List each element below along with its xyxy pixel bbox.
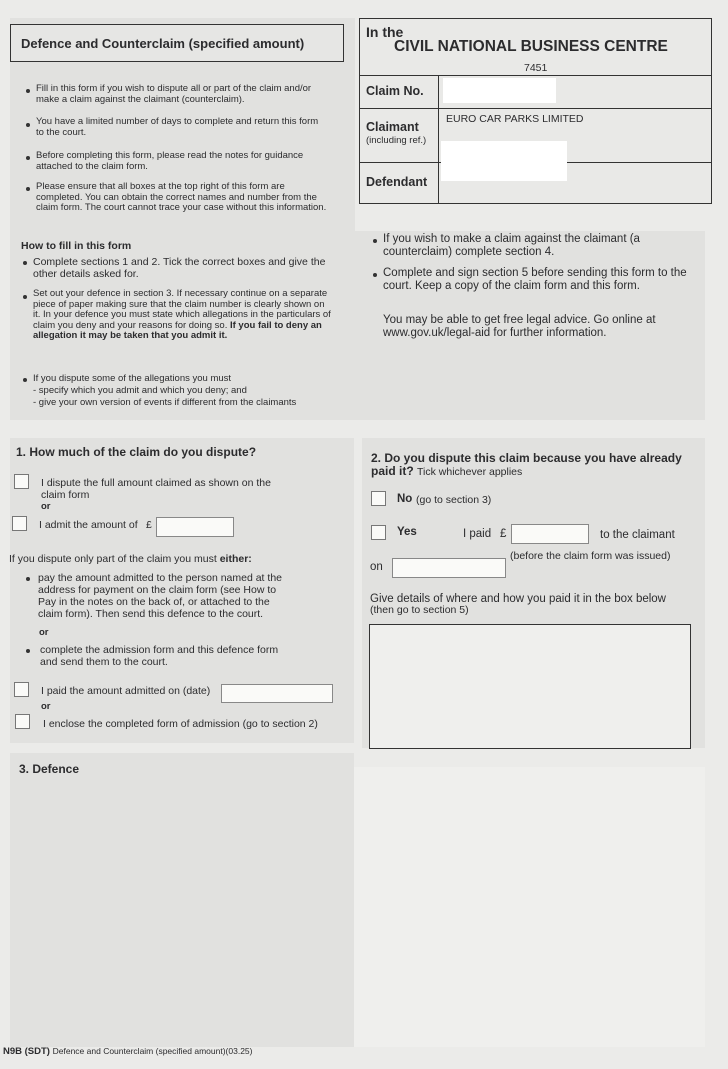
legal-aid-note: You may be able to get free legal advice. Go online at www.gov.uk/legal-aid for further information.: [383, 314, 656, 339]
how-to-bullet-2: [33, 289, 333, 342]
defence-text-field[interactable]: [354, 767, 705, 1047]
part-dispute-intro-either: either:: [219, 553, 252, 565]
claimant-value: EURO CAR PARKS LIMITED: [446, 113, 584, 125]
divider: [360, 108, 711, 109]
claim-no-label: Claim No.: [366, 84, 424, 98]
part-dispute-bullet-2: complete the admission form and this defence form and send them to the court.: [40, 644, 279, 668]
then-go-label: (then go to section 5): [370, 604, 469, 616]
section-3-heading: 3. Defence: [19, 762, 80, 776]
section-2-heading-text: 2. Do you dispute this claim because you have already paid it?: [371, 451, 682, 478]
paid-no-note: (go to section 3): [416, 494, 492, 506]
paid-admitted-label: I paid the amount admitted on (date): [41, 685, 211, 697]
defendant-label: Defendant: [366, 175, 428, 189]
divider: [360, 75, 711, 76]
how-to-bullet-3-line-3: - give your own version of events if different from the claimants: [33, 397, 297, 408]
section-2-tick-note: Tick whichever applies: [417, 466, 523, 478]
intro-bullet-3: Before completing this form, please read the notes for guidance attached to the claim form.: [36, 150, 304, 172]
how-to-bullet-3-line-1: If you dispute some of the allegations you must: [33, 373, 232, 384]
intro-bullet-4: Please ensure that all boxes at the top right of this form are completed. You can obtain the correct names and number from the claim form. The court cannot trace your case without this information.: [36, 181, 327, 213]
bullet-icon: [373, 239, 377, 243]
i-paid-label: I paid: [463, 528, 492, 540]
paid-admitted-checkbox[interactable]: [14, 682, 29, 697]
bullet-icon: [373, 273, 377, 277]
admit-currency: £: [146, 519, 152, 531]
enclose-admission-label: I enclose the completed form of admission (go to section 2): [43, 718, 318, 730]
bullet-icon: [26, 649, 30, 653]
intro-bullet-1: Fill in this form if you wish to dispute all or part of the claim and/or make a claim against the claimant (counterclaim).: [36, 83, 312, 105]
how-to-bullet-2-text: Set out your defence in section 3. If necessary continue on a separate piece of paper making sure that the claim number is clearly shown on it. In your defence you must state which allegations in the particulars of claim you deny and your reasons for doing so.: [33, 288, 331, 331]
how-to-bullet-2-warning: If you fail to deny an allegation it may be taken that you admit it.: [33, 319, 322, 341]
footer-form-name: Defence and Counterclaim (specified amount)(03.25): [52, 1046, 253, 1056]
paid-currency: £: [500, 528, 507, 540]
bullet-icon: [26, 156, 30, 160]
court-prefix: In the: [366, 24, 404, 40]
dispute-full-checkbox[interactable]: [14, 474, 29, 489]
enclose-admission-checkbox[interactable]: [15, 714, 30, 729]
bullet-icon: [26, 577, 30, 581]
form-title-box: [10, 24, 344, 62]
paid-no-label: No: [397, 493, 413, 505]
how-to-right-bullet-2: Complete and sign section 5 before sending this form to the court. Keep a copy of the claim form and this form.: [383, 267, 687, 292]
paid-no-checkbox[interactable]: [371, 491, 386, 506]
paid-on-date-field[interactable]: [392, 558, 506, 578]
admit-amount-label: I admit the amount of: [39, 519, 138, 531]
dispute-full-label: I dispute the full amount claimed as shown on the claim form: [41, 477, 271, 501]
or-label: or: [41, 501, 51, 512]
part-dispute-intro-text: If you dispute only part of the claim you must: [9, 553, 220, 565]
defendant-field[interactable]: [441, 141, 567, 181]
how-to-bullet-3-line-2: - specify which you admit and which you deny; and: [33, 385, 247, 396]
paid-amount-field[interactable]: [511, 524, 589, 544]
part-dispute-bullet-1: pay the amount admitted to the person named at the address for payment on the claim form (see How to Pay in the notes on the back of, or attached to the claim form). Then send this defence to the court.: [38, 572, 282, 620]
to-claimant-label: to the claimant: [600, 529, 675, 541]
paid-admitted-date-field[interactable]: [221, 684, 333, 703]
paid-on-label: on: [370, 561, 383, 573]
how-to-right-bullet-1: If you wish to make a claim against the claimant (a counterclaim) complete section 4.: [383, 233, 640, 258]
admit-amount-checkbox[interactable]: [12, 516, 27, 531]
admit-amount-field[interactable]: [156, 517, 234, 537]
before-issued-note: (before the claim form was issued): [510, 550, 671, 562]
give-details-label: Give details of where and how you paid it in the box below: [370, 593, 666, 605]
bullet-icon: [26, 123, 30, 127]
how-to-bullet-1: Complete sections 1 and 2. Tick the correct boxes and give the other details asked for.: [33, 256, 326, 280]
claimant-sublabel: (including ref.): [366, 135, 427, 146]
paid-yes-checkbox[interactable]: [371, 525, 386, 540]
how-to-heading: How to fill in this form: [21, 240, 132, 252]
claim-no-field[interactable]: [443, 78, 556, 103]
payment-details-field[interactable]: [369, 624, 691, 749]
or-label: or: [41, 701, 51, 712]
or-label: or: [39, 627, 49, 638]
section-3-panel: [10, 753, 354, 1047]
paid-yes-label: Yes: [397, 526, 417, 538]
bullet-icon: [26, 89, 30, 93]
court-name: CIVIL NATIONAL BUSINESS CENTRE: [394, 38, 668, 55]
divider: [438, 75, 439, 203]
part-dispute-intro: [9, 553, 252, 565]
intro-bullet-2: You have a limited number of days to complete and return this form to the court.: [36, 116, 319, 138]
form-title: Defence and Counterclaim (specified amount): [21, 36, 305, 51]
bullet-icon: [23, 295, 27, 299]
section-2-heading: [371, 452, 691, 478]
bullet-icon: [23, 378, 27, 382]
bullet-icon: [26, 187, 30, 191]
bullet-icon: [23, 261, 27, 265]
court-code: 7451: [524, 62, 548, 74]
footer: [3, 1046, 252, 1058]
claimant-label: Claimant: [366, 120, 419, 134]
section-1-heading: 1. How much of the claim do you dispute?: [16, 445, 257, 459]
footer-form-code: N9B (SDT): [3, 1046, 50, 1057]
